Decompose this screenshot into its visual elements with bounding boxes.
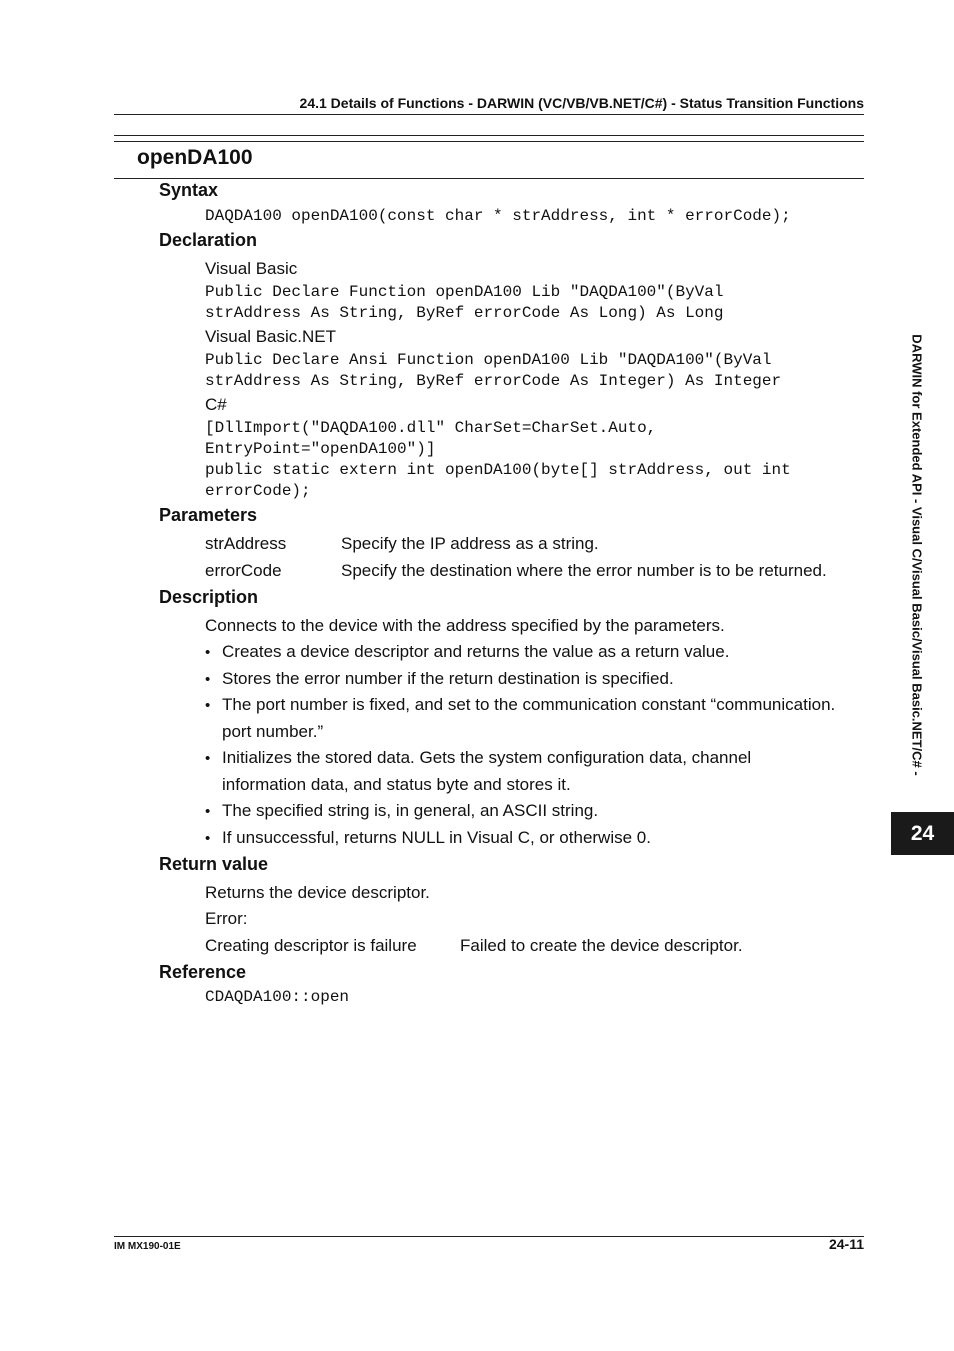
footer-doc-id: IM MX190-01E	[114, 1241, 181, 1252]
header-rule	[114, 114, 864, 115]
bullet-marker: •	[205, 697, 211, 714]
vb-label: Visual Basic	[205, 259, 298, 278]
cs-code-line-2: EntryPoint="openDA100")]	[205, 440, 436, 458]
function-title: openDA100	[137, 146, 253, 169]
chapter-tab: 24	[891, 812, 954, 855]
return-error-label: Error:	[205, 909, 248, 928]
bullet-marker: •	[205, 750, 211, 767]
description-intro: Connects to the device with the address specified by the parameters.	[205, 616, 725, 635]
reference-heading: Reference	[159, 962, 247, 982]
side-tab-text: DARWIN for Extended API - Visual C/Visual Basic/Visual Basic.NET/C# -	[909, 334, 925, 776]
description-bullet: Initializes the stored data. Gets the system configuration data, channel	[222, 748, 752, 767]
return-value-text: Returns the device descriptor.	[205, 883, 430, 902]
bullet-marker: •	[205, 671, 211, 688]
description-bullet: The specified string is, in general, an ASCII string.	[222, 801, 599, 820]
vb-code-line-1: Public Declare Function openDA100 Lib "DAQDA100"(ByVal	[205, 283, 724, 301]
description-bullet: The port number is fixed, and set to the communication constant “communication.	[222, 695, 836, 714]
vbnet-label: Visual Basic.NET	[205, 327, 337, 346]
cs-label: C#	[205, 395, 227, 414]
param-desc-straddress: Specify the IP address as a string.	[341, 534, 599, 553]
syntax-heading: Syntax	[159, 180, 219, 200]
bullet-marker: •	[205, 803, 211, 820]
description-heading: Description	[159, 587, 259, 607]
description-bullet: If unsuccessful, returns NULL in Visual C, or otherwise 0.	[222, 828, 651, 847]
declaration-heading: Declaration	[159, 230, 258, 250]
description-bullet-continuation: port number.”	[222, 722, 324, 741]
title-rule-top	[114, 135, 864, 136]
side-tab	[899, 310, 935, 800]
footer-rule	[114, 1236, 864, 1237]
vbnet-code-line-1: Public Declare Ansi Function openDA100 Lib "DAQDA100"(ByVal	[205, 351, 772, 369]
return-value-heading: Return value	[159, 854, 269, 874]
param-name-errorcode: errorCode	[205, 561, 282, 580]
running-header: 24.1 Details of Functions - DARWIN (VC/VB/VB.NET/C#) - Status Transition Functions	[299, 95, 864, 111]
reference-code: CDAQDA100::open	[205, 988, 350, 1006]
description-bullet: Creates a device descriptor and returns the value as a return value.	[222, 642, 730, 661]
cs-code-line-1: [DllImport("DAQDA100.dll" CharSet=CharSet.Auto,	[205, 419, 657, 437]
syntax-code: DAQDA100 openDA100(const char * strAddress, int * errorCode);	[205, 207, 791, 225]
description-bullet: Stores the error number if the return destination is specified.	[222, 669, 674, 688]
parameters-heading: Parameters	[159, 505, 258, 525]
param-name-straddress: strAddress	[205, 534, 287, 553]
description-bullet-continuation: information data, and status byte and stores it.	[222, 775, 571, 794]
return-error-description: Failed to create the device descriptor.	[460, 936, 743, 955]
title-rule-middle	[114, 141, 864, 142]
vbnet-code-line-2: strAddress As String, ByRef errorCode As Integer) As Integer	[205, 372, 782, 390]
param-desc-errorcode: Specify the destination where the error number is to be returned.	[341, 561, 827, 580]
bullet-marker: •	[205, 830, 211, 847]
bullet-marker: •	[205, 644, 211, 661]
title-rule-bottom	[114, 178, 864, 179]
vb-code-line-2: strAddress As String, ByRef errorCode As Long) As Long	[205, 304, 724, 322]
return-error-condition: Creating descriptor is failure	[205, 936, 417, 955]
footer-page-number: 24-11	[828, 1236, 864, 1252]
cs-code-line-4: errorCode);	[205, 482, 311, 500]
cs-code-line-3: public static extern int openDA100(byte[] strAddress, out int	[205, 461, 791, 479]
